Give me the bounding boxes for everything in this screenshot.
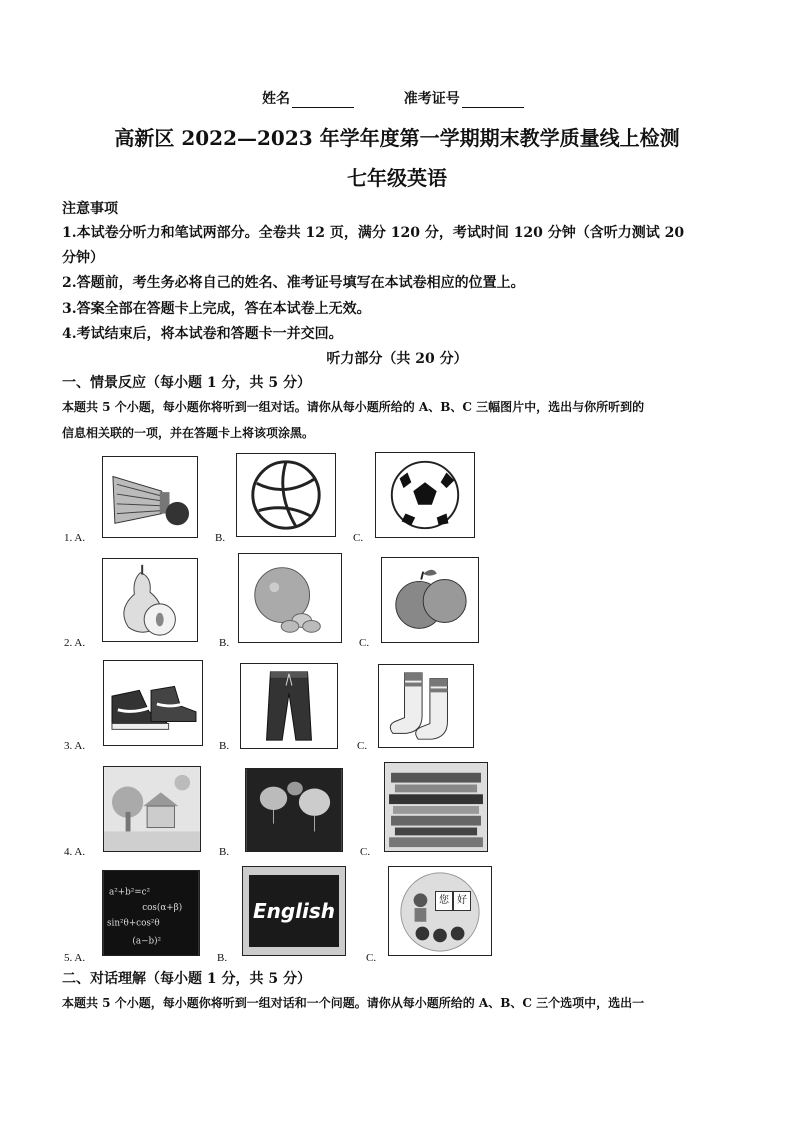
chinese-card-left: 您 — [435, 891, 453, 911]
section1-heading: 一、情景反应（每小题 1 分，共 5 分） — [62, 375, 311, 391]
soccer-ball-image — [375, 452, 475, 538]
svg-text:(a−b)²: (a−b)² — [132, 936, 162, 947]
svg-text:cos(α+β): cos(α+β) — [142, 903, 183, 914]
q3-label-a: 3. A. — [64, 740, 86, 752]
chinese-class-image — [388, 866, 492, 956]
svg-text:a²+b²=c²: a²+b²=c² — [109, 887, 151, 898]
name-label: 姓名 — [262, 91, 290, 107]
note-item-1-cont: 分钟） — [62, 250, 104, 266]
notes-heading: 注意事项 — [62, 201, 118, 217]
volleyball-image — [236, 453, 336, 537]
q1-label-a: 1. A. — [64, 532, 86, 544]
note-item-1: 1.本试卷分听力和笔试两部分。全卷共 12 页，满分 120 分，考试时间 120 分钟（含听力测试 20 — [62, 225, 685, 241]
orange-image — [238, 553, 342, 643]
lanterns-image — [245, 768, 343, 852]
english-blackboard-image — [242, 866, 346, 956]
q3-label-c: C. — [357, 740, 368, 752]
q1-label-c: C. — [353, 532, 364, 544]
note-item-2: 2.答题前，考生务必将自己的姓名、准考证号填写在本试卷相应的位置上。 — [62, 275, 525, 291]
shuttlecock-image — [102, 456, 198, 538]
socks-image — [378, 664, 474, 748]
q2-label-c: C. — [359, 637, 370, 649]
q1-label-b: B. — [215, 532, 226, 544]
books-image — [384, 762, 488, 852]
section1-instructions-2: 信息相关联的一项，并在答题卡上将该项涂黑。 — [62, 426, 315, 440]
section1-instructions-1: 本题共 5 个小题，每小题你将听到一组对话。请你从每小题所给的 A、B、C 三幅图片中，选出与你所听到的 — [62, 400, 645, 414]
apples-image — [381, 557, 479, 643]
sneakers-image — [103, 660, 203, 746]
q4-label-b: B. — [219, 846, 230, 858]
page-subtitle: 七年级英语 — [347, 166, 447, 190]
candidate-info-line — [262, 88, 562, 108]
q5-label-a: 5. A. — [64, 952, 86, 964]
exam-id-label: 准考证号 — [403, 91, 460, 107]
note-item-3: 3.答案全部在答题卡上完成，答在本试卷上无效。 — [62, 301, 371, 317]
countryside-drawing-image — [103, 766, 201, 852]
math-formulas-image — [102, 870, 200, 956]
q4-label-a: 4. A. — [64, 846, 86, 858]
section2-heading: 二、对话理解（每小题 1 分，共 5 分） — [62, 971, 311, 987]
name-blank — [292, 93, 354, 108]
q2-label-b: B. — [219, 637, 230, 649]
section2-instructions: 本题共 5 个小题，每小题你将听到一组对话和一个问题。请你从每小题所给的 A、B、C 三个选项中，选出一 — [62, 996, 645, 1010]
exam-id-blank — [462, 93, 524, 108]
q5-label-b: B. — [217, 952, 228, 964]
note-item-4: 4.考试结束后，将本试卷和答题卡一并交回。 — [62, 326, 343, 342]
pear-image — [102, 558, 198, 642]
q2-label-a: 2. A. — [64, 637, 86, 649]
q5-label-c: C. — [366, 952, 377, 964]
q3-label-b: B. — [219, 740, 230, 752]
q4-label-c: C. — [360, 846, 371, 858]
listening-title: 听力部分（共 20 分） — [326, 351, 468, 367]
svg-text:sin²θ+cos²θ: sin²θ+cos²θ — [107, 918, 160, 929]
chinese-card-right: 好 — [453, 891, 471, 911]
english-board-text: English — [252, 899, 336, 923]
trousers-image — [240, 663, 338, 749]
page-title: 高新区 2022—2023 年学年度第一学期期末教学质量线上检测 — [114, 126, 680, 150]
